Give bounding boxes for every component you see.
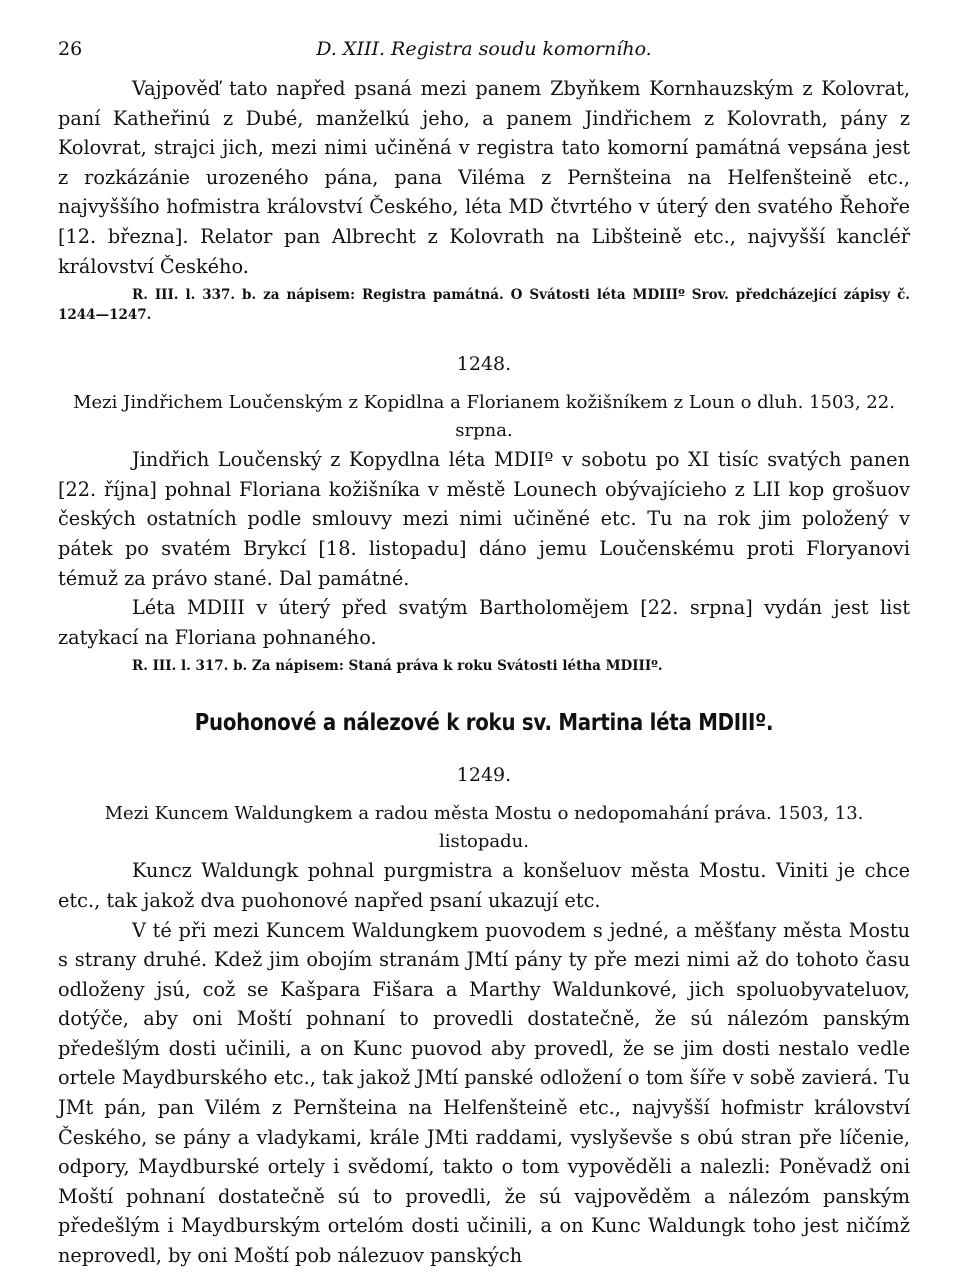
section-heading: Puohonové a nálezové k roku sv. Martina léta MDIIIº.	[194, 710, 774, 737]
entry-1249-paragraph-1: Kuncz Waldungk pohnal purgmistra a konšeluov města Mostu. Viniti je chce etc., tak jakož dva puohonové napřed psaní ukazují etc.	[58, 859, 910, 912]
page-header	[58, 38, 910, 74]
entry-1249-regest: Mezi Kuncem Waldungkem a radou města Mostu o nedopomahání práva. 1503, 13. listopadu.	[104, 803, 864, 853]
entry-1248-paragraph-1: Jindřich Loučenský z Kopydlna léta MDIIº v sobotu po XI tisíc svatých panen [22. října] pohnal Floriana kožišníka v městě Lounech obývajícieho z LII kop grošuov českých ostatních podle smlouvy mezi nimi učiněné etc. Tu na rok jim položený v pátek po svatém Brykcí [18. listopadu] dáno jemu Loučenskému proti Floryanovi témuž za právo stané. Dal památné.	[58, 448, 910, 590]
entry-1248-paragraph-2: Léta MDIII v úterý před svatým Bartholomějem [22. srpna] vydán jest list zatykací na Floriana pohnaného.	[58, 596, 910, 649]
entry-1248-source-note: R. III. l. 317. b. Za nápisem: Staná práva k roku Svátosti létha MDIIIº.	[132, 658, 663, 675]
entry-1249-paragraph-2: V té při mezi Kuncem Waldungkem puovodem s jedné, a měšťany města Mostu s strany druhé. Kdež jim obojím stranám JMtí pány ty pře mezi nimi až do tohoto času odloženy jsú, což se Kašpara Fišara a Marthy Waldunkové, jich spoluobyvateluov, dotýče, aby oni Moští pohnaní to provedli dostatečně, že sú nálezóm panským předešlým dosti učinili, a on Kunc puovod aby provedl, že se jim dosti nestalo vedle ortele Maydburského etc., tak jakož JMtí panské odložení o tom šíře v sobě zavierá. Tu JMt pán, pan Vilém z Pernšteina na Helfenšteině etc., najvyšší hofmistr království Českého, se pány a vladykami, krále JMti raddami, vyslyševše s obú stran pře líčenie, odpory, Maydburské ortely i svědomí, takto o tom vypověděli a nalezli: Poněvadž oni Moští pohnaní dostatečně sú to provedli, že sú vajpověděm a nálezóm panským předešlým i Maydburským ortelóm dosti učinili, a on Kunc Waldungk toho jest ničímž neprovedl, by oni Moští pob nálezuov panských	[58, 918, 910, 1268]
entry-number-1249: 1249.	[456, 764, 512, 787]
intro-paragraph: Vajpověď tato napřed psaná mezi panem Zbyňkem Kornhauzským z Kolovrat, paní Katheřinú z Dubé, manželkú jeho, a panem Jindřichem z Kolovrath, pány z Kolovrat, strajci jich, mezi nimi učiněná v registra tato komorní památná vepsána jest z rozkázánie urozeného pána, pana Viléma z Pernšteina na Helfenšteině etc., najvyššího hofmistra království Českého, léta MD čtvrtého v úterý den svatého Řehoře [12. března]. Relator pan Albrecht z Kolovrath na Libšteině etc., najvyšší kancléř království Českého.	[58, 77, 910, 278]
intro-source-note: R. III. l. 337. b. za nápisem: Registra památná. O Svátosti léta MDIIIº Srov. předcházející zápisy č. 1244—1247.	[58, 287, 910, 324]
entry-number-1248: 1248.	[456, 353, 512, 376]
page-number: 26	[58, 38, 83, 60]
running-title: D. XIII. Registra soudu komorního.	[316, 38, 652, 60]
page	[58, 38, 910, 1271]
entry-1248-regest: Mezi Jindřichem Loučenským z Kopidlna a Florianem kožišníkem z Loun o dluh. 1503, 22. srpna.	[73, 392, 895, 442]
